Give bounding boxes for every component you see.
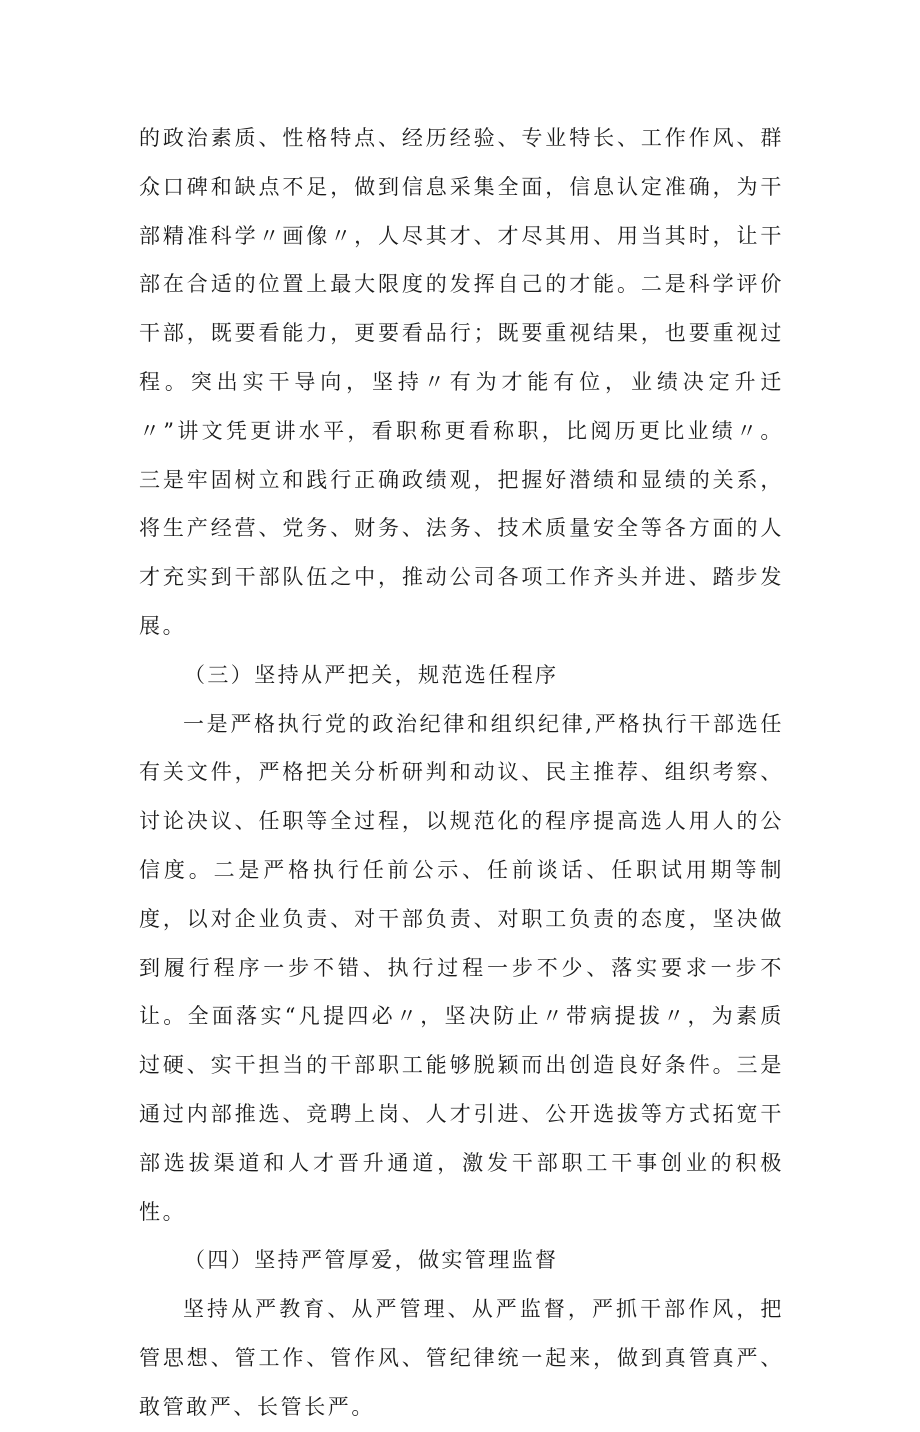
paragraph-selection-procedure: 一是严格执行党的政治纪律和组织纪律,严格执行干部选任有关文件，严格把关分析研判和动议、民主推荐、组织考察、讨论决议、任职等全过程，以规范化的程序提高选人用人的公信度。二是严格执行任前公示、任前谈话、任职试用期等制度，以对企业负责、对干部负责、对职工负责的态度，坚决做到履行程序一步不错、执行过程一步不少、落实要求一步不让。全面落实“凡提四必〃，坚决防止〃带病提拔〃，为素质过硬、实干担当的干部职工能够脱颖而出创造良好条件。三是通过内部推选、竞聘上岗、人才引进、公开选拔等方式拓宽干部选拔渠道和人才晋升通道，激发干部职工干事创业的积极性。 xyxy=(139,711,784,1224)
section-heading-3: （三）坚持从严把关，规范选任程序 xyxy=(184,662,559,687)
paragraph-cadre-evaluation: 的政治素质、性格特点、经历经验、专业特长、工作作风、群众口碑和缺点不足，做到信息采集全面，信息认定准确，为干部精准科学〃画像〃，人尽其才、才尽其用、用当其时，让干部在合适的位置上最大限度的发挥自己的才能。二是科学评价干部，既要看能力，更要看品行；既要重视结果，也要重视过程。突出实干导向，坚持〃有为才能有位，业绩决定升迁〃”讲文凭更讲水平，看职称更看称职，比阅历更比业绩〃。三是牢固树立和践行正确政绩观，把握好潜绩和显绩的关系，将生产经营、党务、财务、法务、技术质量安全等各方面的人才充实到干部队伍之中，推动公司各项工作齐头并进、踏步发展。 xyxy=(139,126,784,638)
document-body xyxy=(139,114,784,1432)
section-heading-4: （四）坚持严管厚爱，做实管理监督 xyxy=(184,1248,559,1273)
paragraph-management-supervision: 坚持从严教育、从严管理、从严监督，严抓干部作风，把管思想、管工作、管作风、管纪律统一起来，做到真管真严、敢管敢严、长管长严。 xyxy=(139,1297,784,1419)
